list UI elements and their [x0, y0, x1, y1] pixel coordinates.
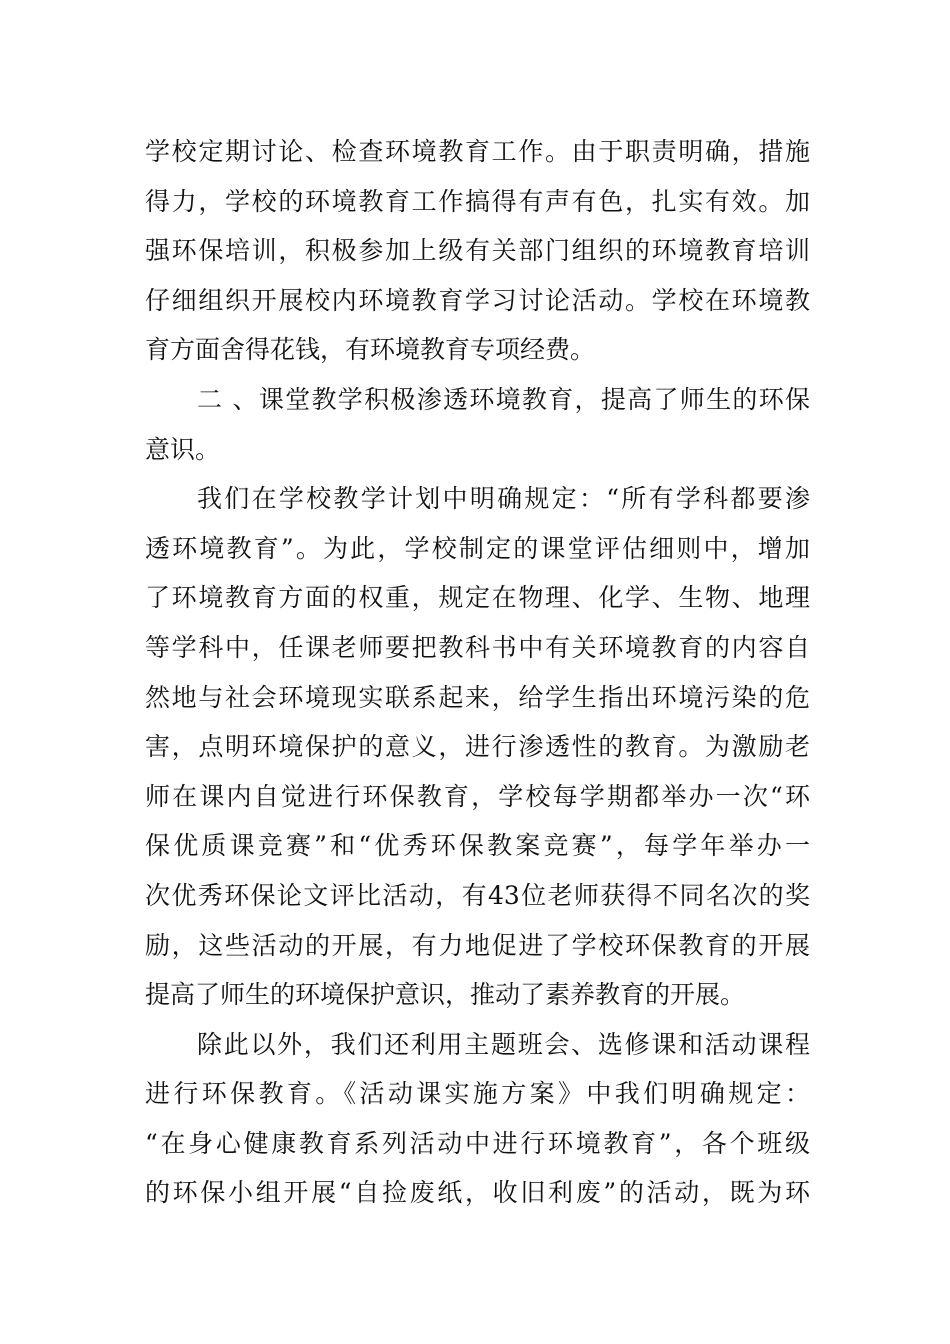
text-line: 提高了师生的环境保护意识，推动了素养教育的开展。: [145, 980, 746, 1010]
text-line: 励，这些活动的开展，有力地促进了学校环保教育的开展: [145, 930, 810, 960]
text-line: 透环境教育”。为此，学校制定的课堂评估细则中，增加: [145, 533, 810, 563]
text-line: 学校定期讨论、检查环境教育工作。由于职责明确，措施: [145, 137, 810, 166]
text-line: “在身心健康教育系列活动中进行环境教育”，各个班级: [145, 1128, 810, 1158]
document-body: [145, 127, 810, 1218]
text-line: 的环保小组开展“自捡废纸，收旧利废”的活动，既为环: [145, 1178, 810, 1208]
text-line: 等学科中，任课老师要把教科书中有关环境教育的内容自: [145, 632, 810, 662]
text-line: 了环境教育方面的权重，规定在物理、化学、生物、地理: [145, 583, 810, 613]
text-line: 保优质课竞赛”和“优秀环保教案竞赛”，每学年举办一: [145, 831, 810, 861]
text-line: 进行环保教育。《活动课实施方案》中我们明确规定：: [145, 1079, 810, 1109]
text-line: 次优秀环保论文评比活动，有43位老师获得不同名次的奖: [145, 880, 810, 910]
paragraph-first-line: 除此以外，我们还利用主题班会、选修课和活动课程: [197, 1029, 810, 1059]
paragraph-first-line: 二 、课堂教学积极渗透环境教育，提高了师生的环保: [197, 384, 810, 414]
text-line: 得力，学校的环境教育工作搞得有声有色，扎实有效。加: [145, 186, 810, 216]
text-line: 害，点明环境保护的意义，进行渗透性的教育。为激励老: [145, 732, 810, 762]
text-line: 意识。: [145, 434, 221, 464]
text-line: 强环保培训，积极参加上级有关部门组织的环境教育培训: [145, 236, 810, 266]
paragraph-first-line: 我们在学校教学计划中明确规定：“所有学科都要渗: [197, 484, 810, 514]
text-line: 仔细组织开展校内环境教育学习讨论活动。学校在环境教: [145, 285, 810, 315]
text-line: 育方面舍得花钱，有环境教育专项经费。: [145, 335, 596, 365]
text-line: 然地与社会环境现实联系起来，给学生指出环境污染的危: [145, 682, 810, 712]
text-line: 师在课内自觉进行环保教育，学校每学期都举办一次“环: [145, 781, 810, 811]
